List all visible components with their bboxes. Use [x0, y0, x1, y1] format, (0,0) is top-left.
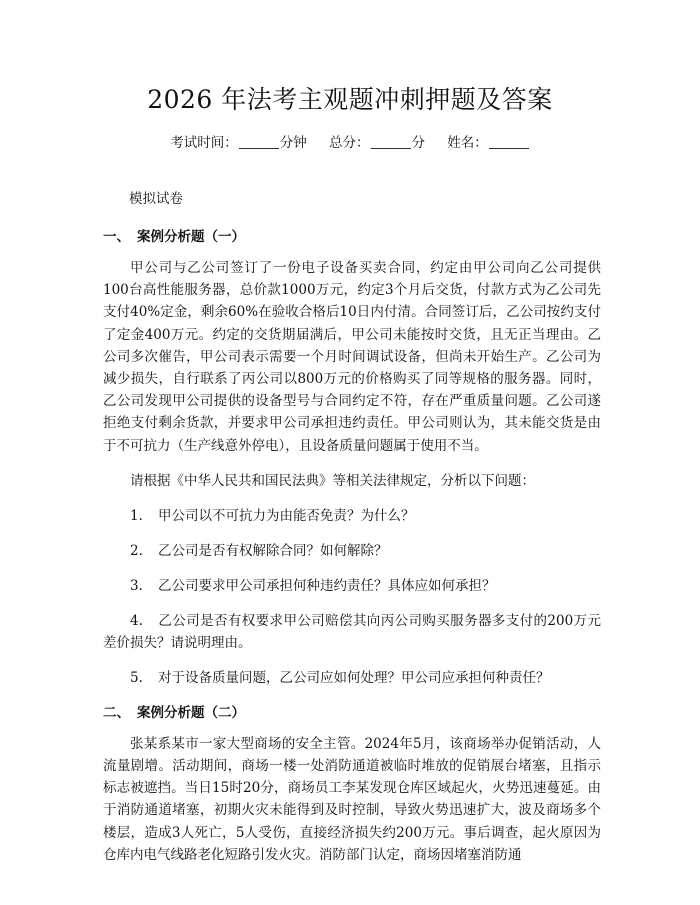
section-title: 案例分析题（一）: [137, 229, 245, 245]
name-label: 姓名：: [447, 135, 488, 151]
question-text: 甲公司以不可抗力为由能否免责？为什么？: [158, 507, 415, 524]
exam-time-label: 考试时间：: [170, 135, 238, 151]
total-score-blank: [371, 135, 411, 149]
total-score-label: 总分：: [329, 135, 370, 151]
total-score-field: [329, 131, 425, 151]
question-number: 1.: [130, 507, 143, 524]
question-number: 5.: [130, 669, 143, 686]
question-prompt: 请根据《中华人民共和国民法典》等相关法律规定，分析以下问题：: [130, 472, 535, 489]
section-title: 案例分析题（二）: [137, 704, 245, 721]
section-heading: [103, 226, 601, 248]
exam-time-field: [170, 131, 307, 151]
question-item: [103, 505, 601, 527]
question-text: 对于设备质量问题，乙公司应如何处理？甲公司应承担何种责任？: [158, 669, 550, 686]
question-text: 乙公司要求甲公司承担何种违约责任？具体应如何承担？: [158, 577, 496, 594]
exam-meta-line: [0, 131, 700, 151]
question-item: [103, 667, 601, 689]
question-item: [103, 575, 601, 597]
case-paragraph: 甲公司与乙公司签订了一份电子设备买卖合同，约定由甲公司向乙公司提供100台高性能服务器，总价款1000万元，约定3个月后交货，付款方式为乙公司先支付40%定金，剩余60%在验收合格后10日内付清。合同签订后，乙公司按约支付了定金400万元。约定的交货期届满后，甲公司未能按时交货，且无正当理由。乙公司多次催告，甲公司表示需要一个月时间调试设备，但尚未开始生产。乙公司为减少损失，自行联系了丙公司以800万元的价格购买了同等规格的服务器。同时，乙公司发现甲公司提供的设备型号与合同约定不符，存在严重质量问题。乙公司遂拒绝支付剩余货款，并要求甲公司承担违约责任。甲公司则认为，其未能交货是由于不可抗力（生产线意外停电），且设备质量问题属于使用不当。: [103, 260, 601, 454]
section-number: 一、: [103, 229, 130, 245]
name-field: [447, 131, 530, 151]
question-text: 乙公司是否有权解除合同？如何解除？: [158, 542, 388, 559]
question-text: 乙公司是否有权要求甲公司赔偿其向丙公司购买服务器多支付的200万元差价损失？请说明理由。: [103, 612, 601, 651]
case-paragraph: 张某系某市一家大型商场的安全主管。2024年5月，该商场举办促销活动，人流量剧增。活动期间，商场一楼一处消防通道被临时堆放的促销展台堵塞，且指示标志被遮挡。当日15时20分，商场员工李某发现仓库区域起火，火势迅速蔓延。由于消防通道堵塞，初期火灾未能得到及时控制，导致火势迅速扩大，波及商场多个楼层，造成3人死亡，5人受伤，直接经济损失约200万元。事后调查，起火原因为仓库内电气线路老化短路引发火灾。消防部门认定，商场因堵塞消防通: [103, 735, 601, 863]
paper-label: 模拟试卷: [129, 191, 183, 207]
exam-time-unit: 分钟: [279, 135, 307, 151]
total-score-unit: 分: [411, 135, 425, 151]
question-item: [103, 610, 601, 654]
exam-time-blank: [239, 135, 279, 149]
question-number: 3.: [130, 577, 143, 594]
name-blank: [489, 135, 529, 149]
question-item: [103, 540, 601, 562]
question-number: 4.: [130, 612, 143, 629]
question-number: 2.: [130, 542, 143, 559]
page-title: 2026 年法考主观题冲刺押题及答案: [147, 85, 553, 114]
section-number: 二、: [103, 704, 130, 721]
section-heading: [103, 702, 601, 724]
exam-body: [103, 188, 601, 879]
